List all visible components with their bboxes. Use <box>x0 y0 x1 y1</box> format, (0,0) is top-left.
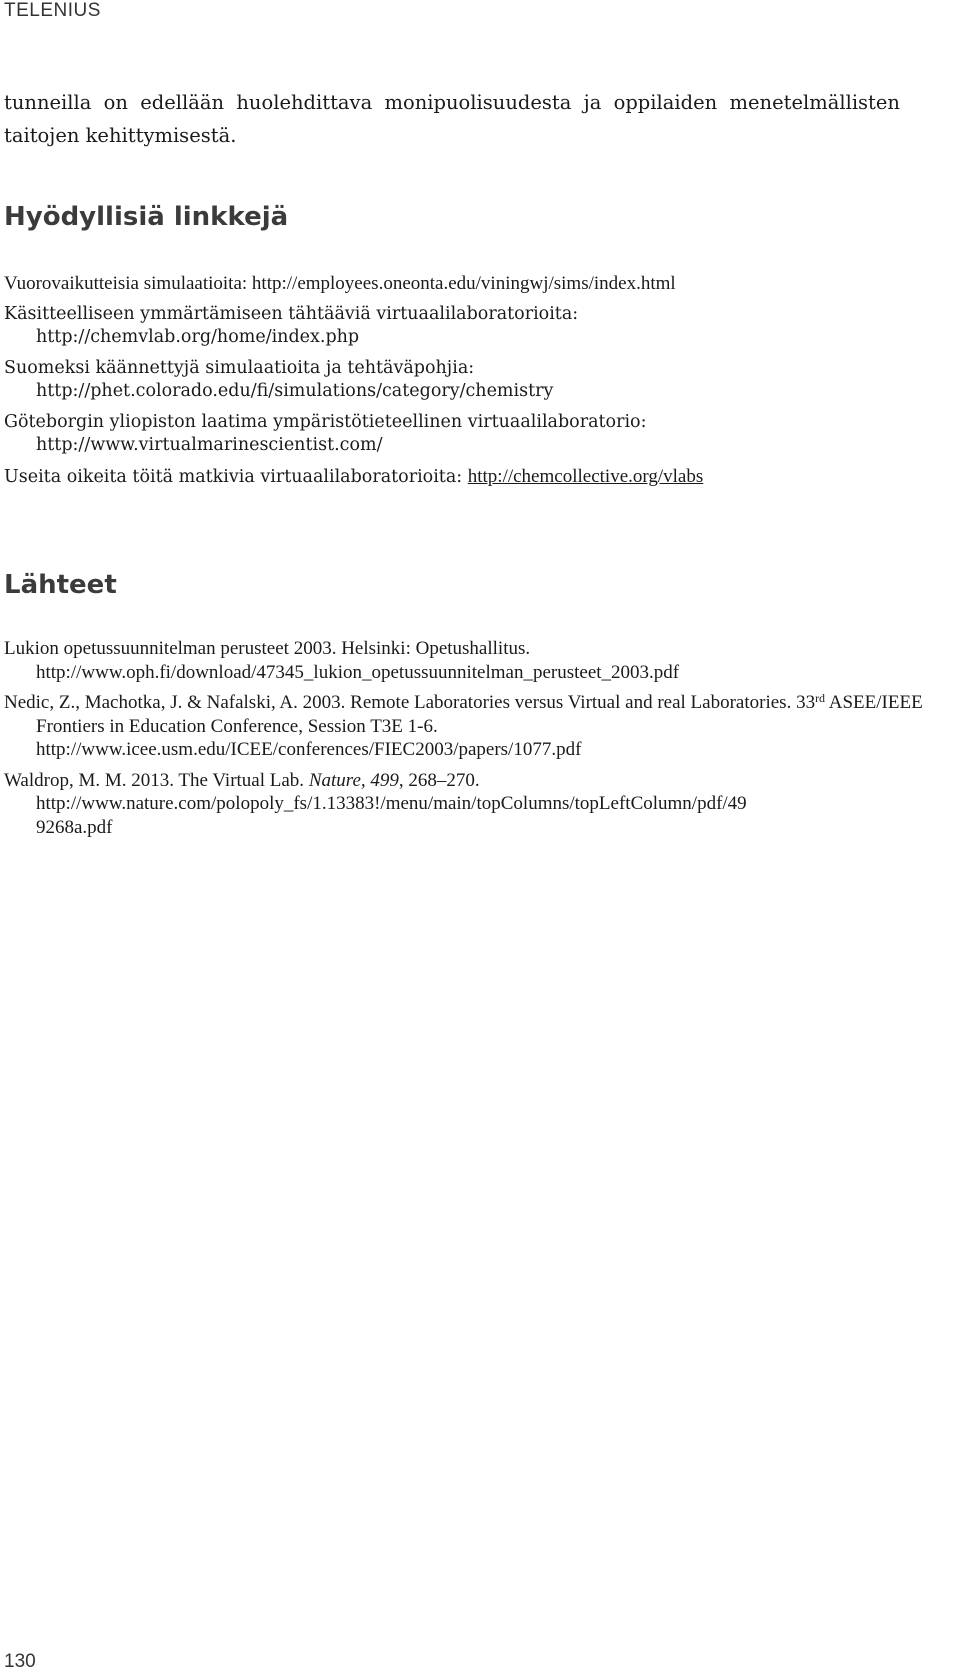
list-item <box>4 303 944 349</box>
page-number: 130 <box>4 1651 36 1672</box>
intro-line-1: tunneilla on edellään huolehdittava monipuolisuudesta ja oppilaiden menetelmällisten <box>4 91 900 114</box>
link-url[interactable]: http://chemvlab.org/home/index.php <box>36 327 360 347</box>
intro-paragraph <box>4 86 900 152</box>
reference-url[interactable]: http://www.nature.com/polopoly_fs/1.13383!/menu/main/topColumns/topLeftColumn/pdf/49 <box>36 793 747 814</box>
list-item <box>4 357 944 403</box>
link-url[interactable]: http://www.virtualmarinescientist.com/ <box>36 435 383 455</box>
running-head: TELENIUS <box>4 0 101 21</box>
reference-url-continuation[interactable]: 9268a.pdf <box>36 816 113 838</box>
link-description: Useita oikeita töitä matkivia virtuaalilaboratorioita: <box>4 467 468 487</box>
link-url[interactable]: http://chemcollective.org/vlabs <box>467 466 704 487</box>
list-item <box>4 465 944 489</box>
reference-journal: Nature, 499 <box>308 769 399 791</box>
reference-text: Lukion opetussuunnitelman perusteet 2003. Helsinki: Opetushallitus. <box>4 638 531 659</box>
list-item <box>4 411 944 457</box>
reference-text: Nedic, Z., Machotka, J. & Nafalski, A. 2003. Remote Laboratories versus Virtual and real Laboratories. 33 <box>4 692 816 713</box>
link-description: Göteborgin yliopiston laatima ympäristötieteellinen virtuaalilaboratorio: <box>4 412 647 432</box>
reference-text: , 268–270. <box>398 769 480 791</box>
references-heading: Lähteet <box>4 570 117 600</box>
link-url[interactable]: http://phet.colorado.edu/fi/simulations/category/chemistry <box>36 381 554 401</box>
references-list <box>4 637 944 846</box>
link-description: Suomeksi käännettyjä simulaatioita ja tehtäväpohjia: <box>4 358 475 378</box>
link-description: Käsitteelliseen ymmärtämiseen tähtääviä virtuaalilaboratorioita: <box>4 304 579 324</box>
intro-line-2: taitojen kehittymisestä. <box>4 124 237 147</box>
reference-url[interactable]: http://www.oph.fi/download/47345_lukion_opetussuunnitelman_perusteet_2003.pdf <box>36 661 680 683</box>
links-heading: Hyödyllisiä linkkejä <box>4 202 289 232</box>
links-list <box>4 272 944 497</box>
link-url[interactable]: http://employees.oneonta.edu/viningwj/sims/index.html <box>251 273 676 294</box>
reference-item <box>4 691 944 762</box>
reference-superscript: rd <box>815 691 826 705</box>
link-description: Vuorovaikutteisia simulaatioita: <box>4 273 252 294</box>
list-item <box>4 272 944 295</box>
reference-text: Waldrop, M. M. 2013. The Virtual Lab. <box>4 769 309 791</box>
reference-item <box>4 637 944 684</box>
reference-url[interactable]: http://www.icee.usm.edu/ICEE/conferences/FIEC2003/papers/1077.pdf <box>36 739 582 760</box>
reference-item <box>4 769 944 840</box>
reference-text: ASEE/IEEE Frontiers in Education Conference, Session T3E 1-6. <box>36 692 923 737</box>
